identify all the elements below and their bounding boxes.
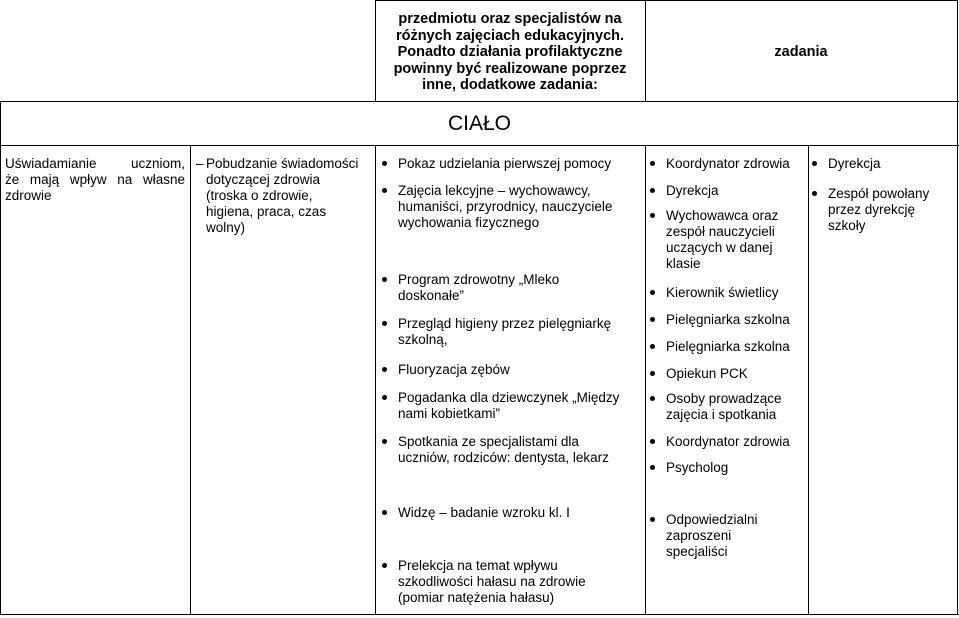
task-line: dotyczącej zdrowia [206, 172, 321, 187]
responsible-item [650, 208, 822, 272]
section-title: CIAŁO [447, 112, 512, 135]
col-divider-1 [190, 145, 191, 615]
action-line: Zajęcia lekcyjne – wychowawcy, [398, 183, 591, 198]
responsible-line: Pielęgniarka szkolna [666, 312, 790, 327]
header-row-bottom [0, 101, 959, 102]
responsible-line: Wychowawca oraz [666, 208, 779, 223]
table-border-bottom [0, 614, 959, 615]
responsible-item [650, 312, 822, 328]
responsible-item [650, 339, 822, 355]
action-line: Prelekcja na temat wpływu [398, 558, 558, 573]
action-line: Pogadanka dla dziewczynek „Między [398, 390, 620, 405]
task-text [206, 156, 374, 236]
responsible-item [650, 183, 822, 199]
goal-line: zdrowie [5, 188, 52, 203]
action-item [382, 434, 660, 466]
responsible-line: Odpowiedzialni [666, 512, 758, 527]
action-item [382, 558, 660, 606]
responsible-line: uczących w danej [666, 240, 773, 255]
responsible-line: Dyrekcja [666, 183, 719, 198]
action-line: wychowania fizycznego [398, 215, 540, 230]
responsible-line: zaproszeni [666, 528, 732, 543]
header-col3-text [380, 11, 640, 94]
action-line: Fluoryzacja zębów [398, 362, 510, 377]
col-divider-2 [375, 0, 376, 101]
action-item [382, 183, 660, 231]
header-line: Ponadto działania profilaktyczne [397, 44, 623, 60]
action-line: Przegląd higieny przez pielęgniarkę [398, 316, 612, 331]
responsible-line: Pielęgniarka szkolna [666, 339, 790, 354]
goal-line: że mają wpływ na własne [5, 172, 185, 187]
responsible-line: klasie [666, 256, 701, 271]
action-item [382, 362, 660, 378]
action-line: Program zdrowotny „Mleko [398, 272, 560, 287]
responsible-line: Opiekun PCK [666, 366, 748, 381]
action-item [382, 390, 660, 422]
task-line: wolny) [206, 220, 246, 235]
responsible-item [650, 156, 822, 172]
responsible-line: zajęcia i spotkania [666, 407, 777, 422]
responsible-item [650, 366, 822, 382]
col-divider-2b [375, 145, 376, 615]
responsible-line: Koordynator zdrowia [666, 434, 790, 449]
task-line: (troska o zdrowie, [206, 188, 313, 203]
action-item [382, 156, 660, 172]
action-line: nami kobietkami” [398, 406, 501, 421]
action-line: Pokaz udzielania pierwszej pomocy [398, 156, 612, 171]
responsible-line: Koordynator zdrowia [666, 156, 790, 171]
goal-text [5, 156, 185, 204]
responsible-line: zespół nauczycieli [666, 224, 775, 239]
responsible-item [650, 391, 822, 423]
supervisor-item [812, 156, 959, 172]
goal-line: Uświadamianie uczniom, [5, 156, 185, 171]
action-line: uczniów, rodziców: dentysta, lekarz [398, 450, 609, 465]
supervisor-line: szkoły [828, 218, 866, 233]
supervisor-line: Zespół powołany [828, 186, 930, 201]
action-line: (pomiar natężenia hałasu) [398, 590, 555, 605]
action-line: doskonałe” [398, 288, 465, 303]
action-line: humaniści, przyrodnicy, nauczyciele [398, 199, 613, 214]
responsible-item [650, 434, 822, 450]
action-line: szkodliwości hałasu na zdrowie [398, 574, 586, 589]
responsible-line: specjaliści [666, 544, 728, 559]
action-item [382, 316, 660, 348]
col-border-left [0, 101, 1, 615]
col-border-right [957, 0, 958, 615]
action-line: szkolną, [398, 332, 448, 347]
action-line: Widzę – badanie wzroku kl. I [398, 505, 570, 520]
supervisor-line: Dyrekcja [828, 156, 881, 171]
responsible-item [650, 512, 822, 560]
responsible-line: Kierownik świetlicy [666, 285, 779, 300]
supervisor-line: przez dyrekcję [828, 202, 916, 217]
task-line: higiena, praca, czas [206, 204, 327, 219]
action-item [382, 272, 660, 304]
action-line: Spotkania ze specjalistami dla [398, 434, 579, 449]
header-line: inne, dodatkowe zadania: [422, 77, 598, 93]
responsible-item [650, 460, 822, 476]
responsible-line: Osoby prowadzące [666, 391, 782, 406]
header-line: powinny być realizowane poprzez [393, 60, 627, 77]
header-line: przedmiotu oraz specjalistów na [398, 11, 622, 27]
table-border-top [375, 0, 958, 1]
action-item [382, 505, 660, 521]
responsible-item [650, 285, 822, 301]
header-line: różnych zajęciach edukacyjnych. [395, 27, 625, 44]
responsible-line: Psycholog [666, 460, 729, 475]
header-col4-label: zadania [774, 44, 828, 60]
task-dash-line: – Pobudzanie świadomości [206, 156, 374, 172]
supervisor-item [812, 186, 959, 234]
section-row-bottom [0, 145, 959, 146]
